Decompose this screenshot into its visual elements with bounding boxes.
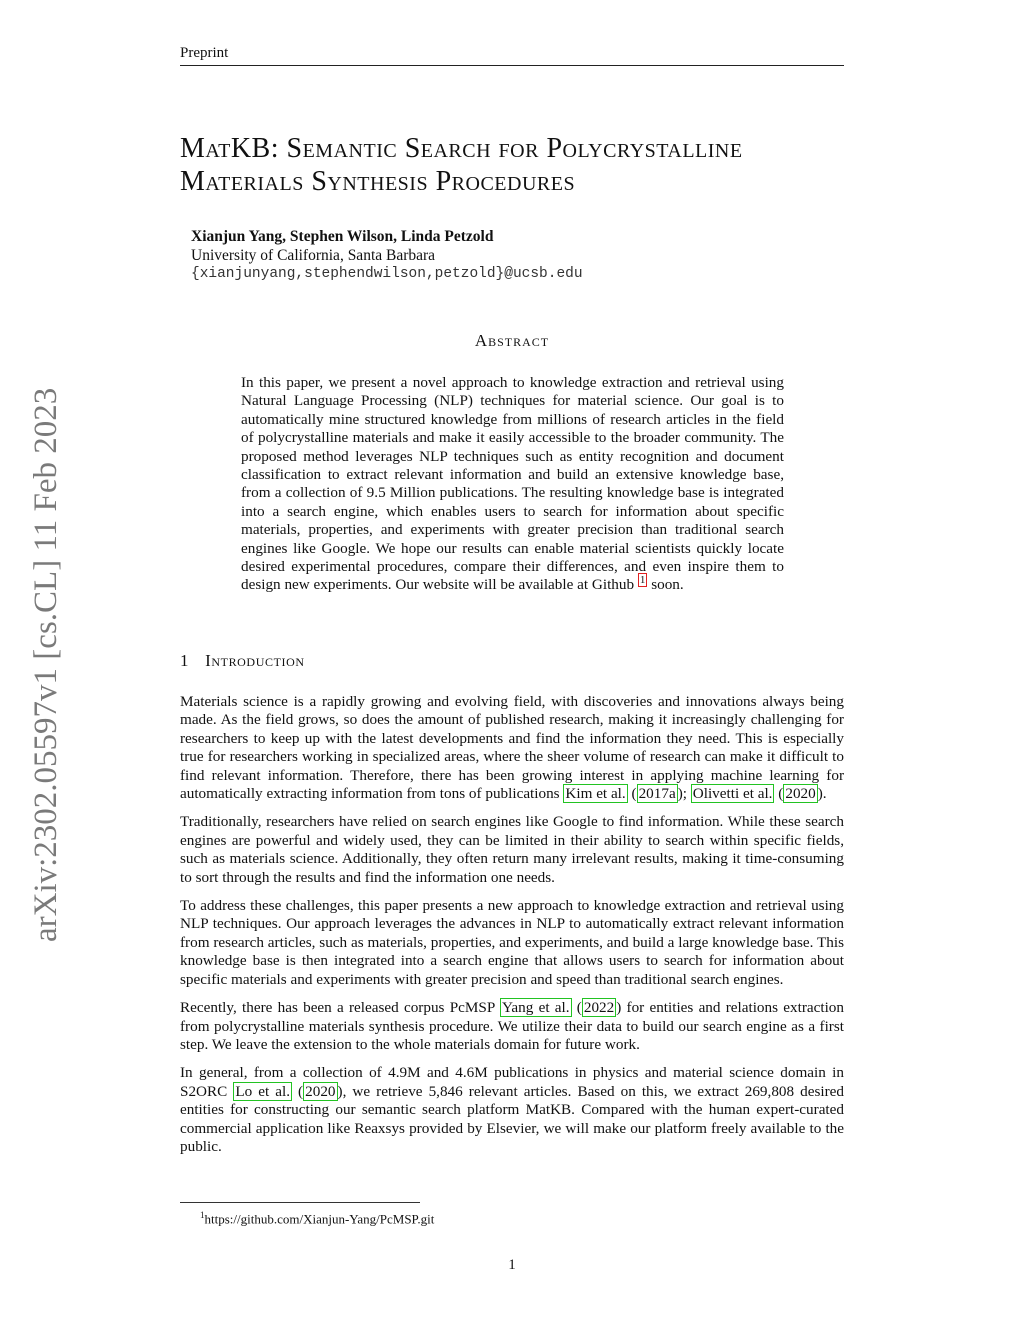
footnote-url-link[interactable]: https://github.com/Xianjun-Yang/PcMSP.git [204, 1211, 435, 1227]
citation-year-link[interactable]: 2020 [785, 785, 816, 803]
intro-p5-text-after: , we retrieve 5,846 relevant articles. Based on this, we extract 269,808 desired entities for constructing our semantic search platform MatKB. Compared with the human expert-curated commercial application like Reaxsys provided by Elsevier, we will make our platform freely available to the public. [180, 1082, 844, 1155]
intro-p1-text: Materials science is a rapidly growing and evolving field, with discoveries and innovations always being made. As the field grows, so does the amount of published research, making it increasingly challenging for researchers to keep up with the latest developments and find the information they need. This is especially true for researchers working in specialized areas, where the sheer volume of research can make it difficult to find relevant information. Therefore, there has been growing interest in applying machine learning for automatically extracting information from tons of publications [180, 693, 844, 803]
abstract-text [241, 374, 784, 595]
footnote [200, 1207, 434, 1227]
intro-paragraph-4: Recently, there has been a released corpus PcMSP Yang et al. ( 2022 ) for entities and relations extraction from polycrystalline materials synthesis procedure. We utilize their data to build our search engine as a first step. We leave the extension to the whole materials domain for future work. [180, 999, 844, 1053]
intro-paragraph-2: Traditionally, researchers have relied on search engines like Google to find information. While these search engines are powerful and widely used, they can be limited in their ability to search within specific fields, such as materials science. Additionally, they often return many irrelevant results, making it time-consuming to sort through the results and find the information one needs. [180, 813, 844, 886]
intro-paragraph-3: To address these challenges, this paper presents a new approach to knowledge extraction and retrieval using NLP techniques. Our approach leverages the advances in NLP to automatically extract relevant information from research articles, such as materials, properties, and experiments, and build a large knowledge base. This knowledge base is then integrated into a search engine that allows users to search for information about specific materials and experiments with greater precision and speed than traditional search engines. [180, 897, 844, 988]
arxiv-identifier-stamp[interactable]: arXiv:2302.05597v1 [cs.CL] 11 Feb 2023 [28, 387, 64, 942]
citation-link[interactable]: Kim et al. [565, 785, 626, 803]
citation-link[interactable]: Olivetti et al. [692, 785, 773, 803]
section-number: 1 [180, 651, 190, 670]
author-block [191, 227, 791, 284]
author-affiliation: University of California, Santa Barbara [191, 247, 436, 264]
paper-title [180, 132, 860, 198]
footnote-ref-link[interactable]: 1 [639, 574, 646, 587]
author-names: Xianjun Yang, Stephen Wilson, Linda Petzold [191, 228, 494, 245]
intro-paragraph-1: Materials science is a rapidly growing and evolving field, with discoveries and innovations always being made. As the field grows, so does the amount of published research, making it increasingly challenging for researchers to keep up with the latest developments and find the information they need. This is especially true for researchers working in specialized areas, where the sheer volume of research can make it difficult to find relevant information. Therefore, there has been growing interest in applying machine learning for automatically extracting information from tons of publications Kim et al. ( 2017a ); Olivetti et al. ( 2020 ). [180, 693, 844, 803]
footnote-divider [180, 1202, 420, 1203]
citation-year-link[interactable]: 2017a [638, 785, 676, 803]
citation-link[interactable]: Lo et al. [235, 1082, 291, 1100]
footnote-mark: 1 [200, 1210, 205, 1220]
intro-p4-text-before: Recently, there has been a released corpus PcMSP [180, 999, 500, 1017]
title-line-2: Materials Synthesis Procedures [180, 166, 576, 197]
intro-paragraph-5: In general, from a collection of 4.9M and 4.6M publications in physics and material science domain in S2ORC Lo et al. ( 2020 ), we retrieve 5,846 relevant articles. Based on this, we extract 269,808 desired entities for constructing our semantic search platform MatKB. Compared with the human expert-curated commercial application like Reaxsys provided by Elsevier, we will make our platform freely available to the public. [180, 1064, 844, 1155]
citation-year-link[interactable]: 2022 [583, 999, 615, 1017]
abstract-text-main: In this paper, we present a novel approach to knowledge extraction and retrieval using Natural Language Processing (NLP) techniques for material science. Our goal is to automatically mine structured knowledge from millions of research articles in the field of polycrystalline materials and make it easily accessible to the broader community. The proposed method leverages NLP techniques such as entity recognition and document classification to extract relevant information and build an extensive knowledge base, from a collection of 9.5 Million publications. The resulting knowledge base is integrated into a search engine, which enables users to search for information about specific materials, properties, and experiments with greater precision than traditional search engines like Google. We hope our results can enable material scientists quickly locate desired experimental procedures, compare their differences, and even inspire them to design new experiments. Our website will be available at Github [241, 374, 784, 594]
citation-link[interactable]: Yang et al. [501, 999, 570, 1017]
citation-year-link[interactable]: 2020 [305, 1082, 336, 1100]
section-title: Introduction [205, 651, 305, 670]
intro-p4-text-after: for entities and relations extraction from polycrystalline materials synthesis procedure. We utilize their data to build our search engine as a first step. We leave the extension to the whole materials domain for future work. [180, 999, 844, 1053]
abstract-heading: Abstract [474, 331, 550, 350]
page-number: 1 [508, 1257, 516, 1273]
running-header: Preprint [180, 44, 844, 66]
section-heading-introduction [180, 651, 305, 671]
title-line-1: MatKB: Semantic Search for Polycrystalline [180, 133, 743, 164]
introduction-body [180, 693, 844, 1166]
abstract-text-end: soon. [647, 576, 684, 594]
author-emails[interactable]: {xianjunyang,stephendwilson,petzold}@ucsb.edu [191, 266, 583, 282]
intro-p5-text-before: In general, from a collection of 4.9M and 4.6M publications in physics and material science domain in S2ORC [180, 1064, 844, 1100]
